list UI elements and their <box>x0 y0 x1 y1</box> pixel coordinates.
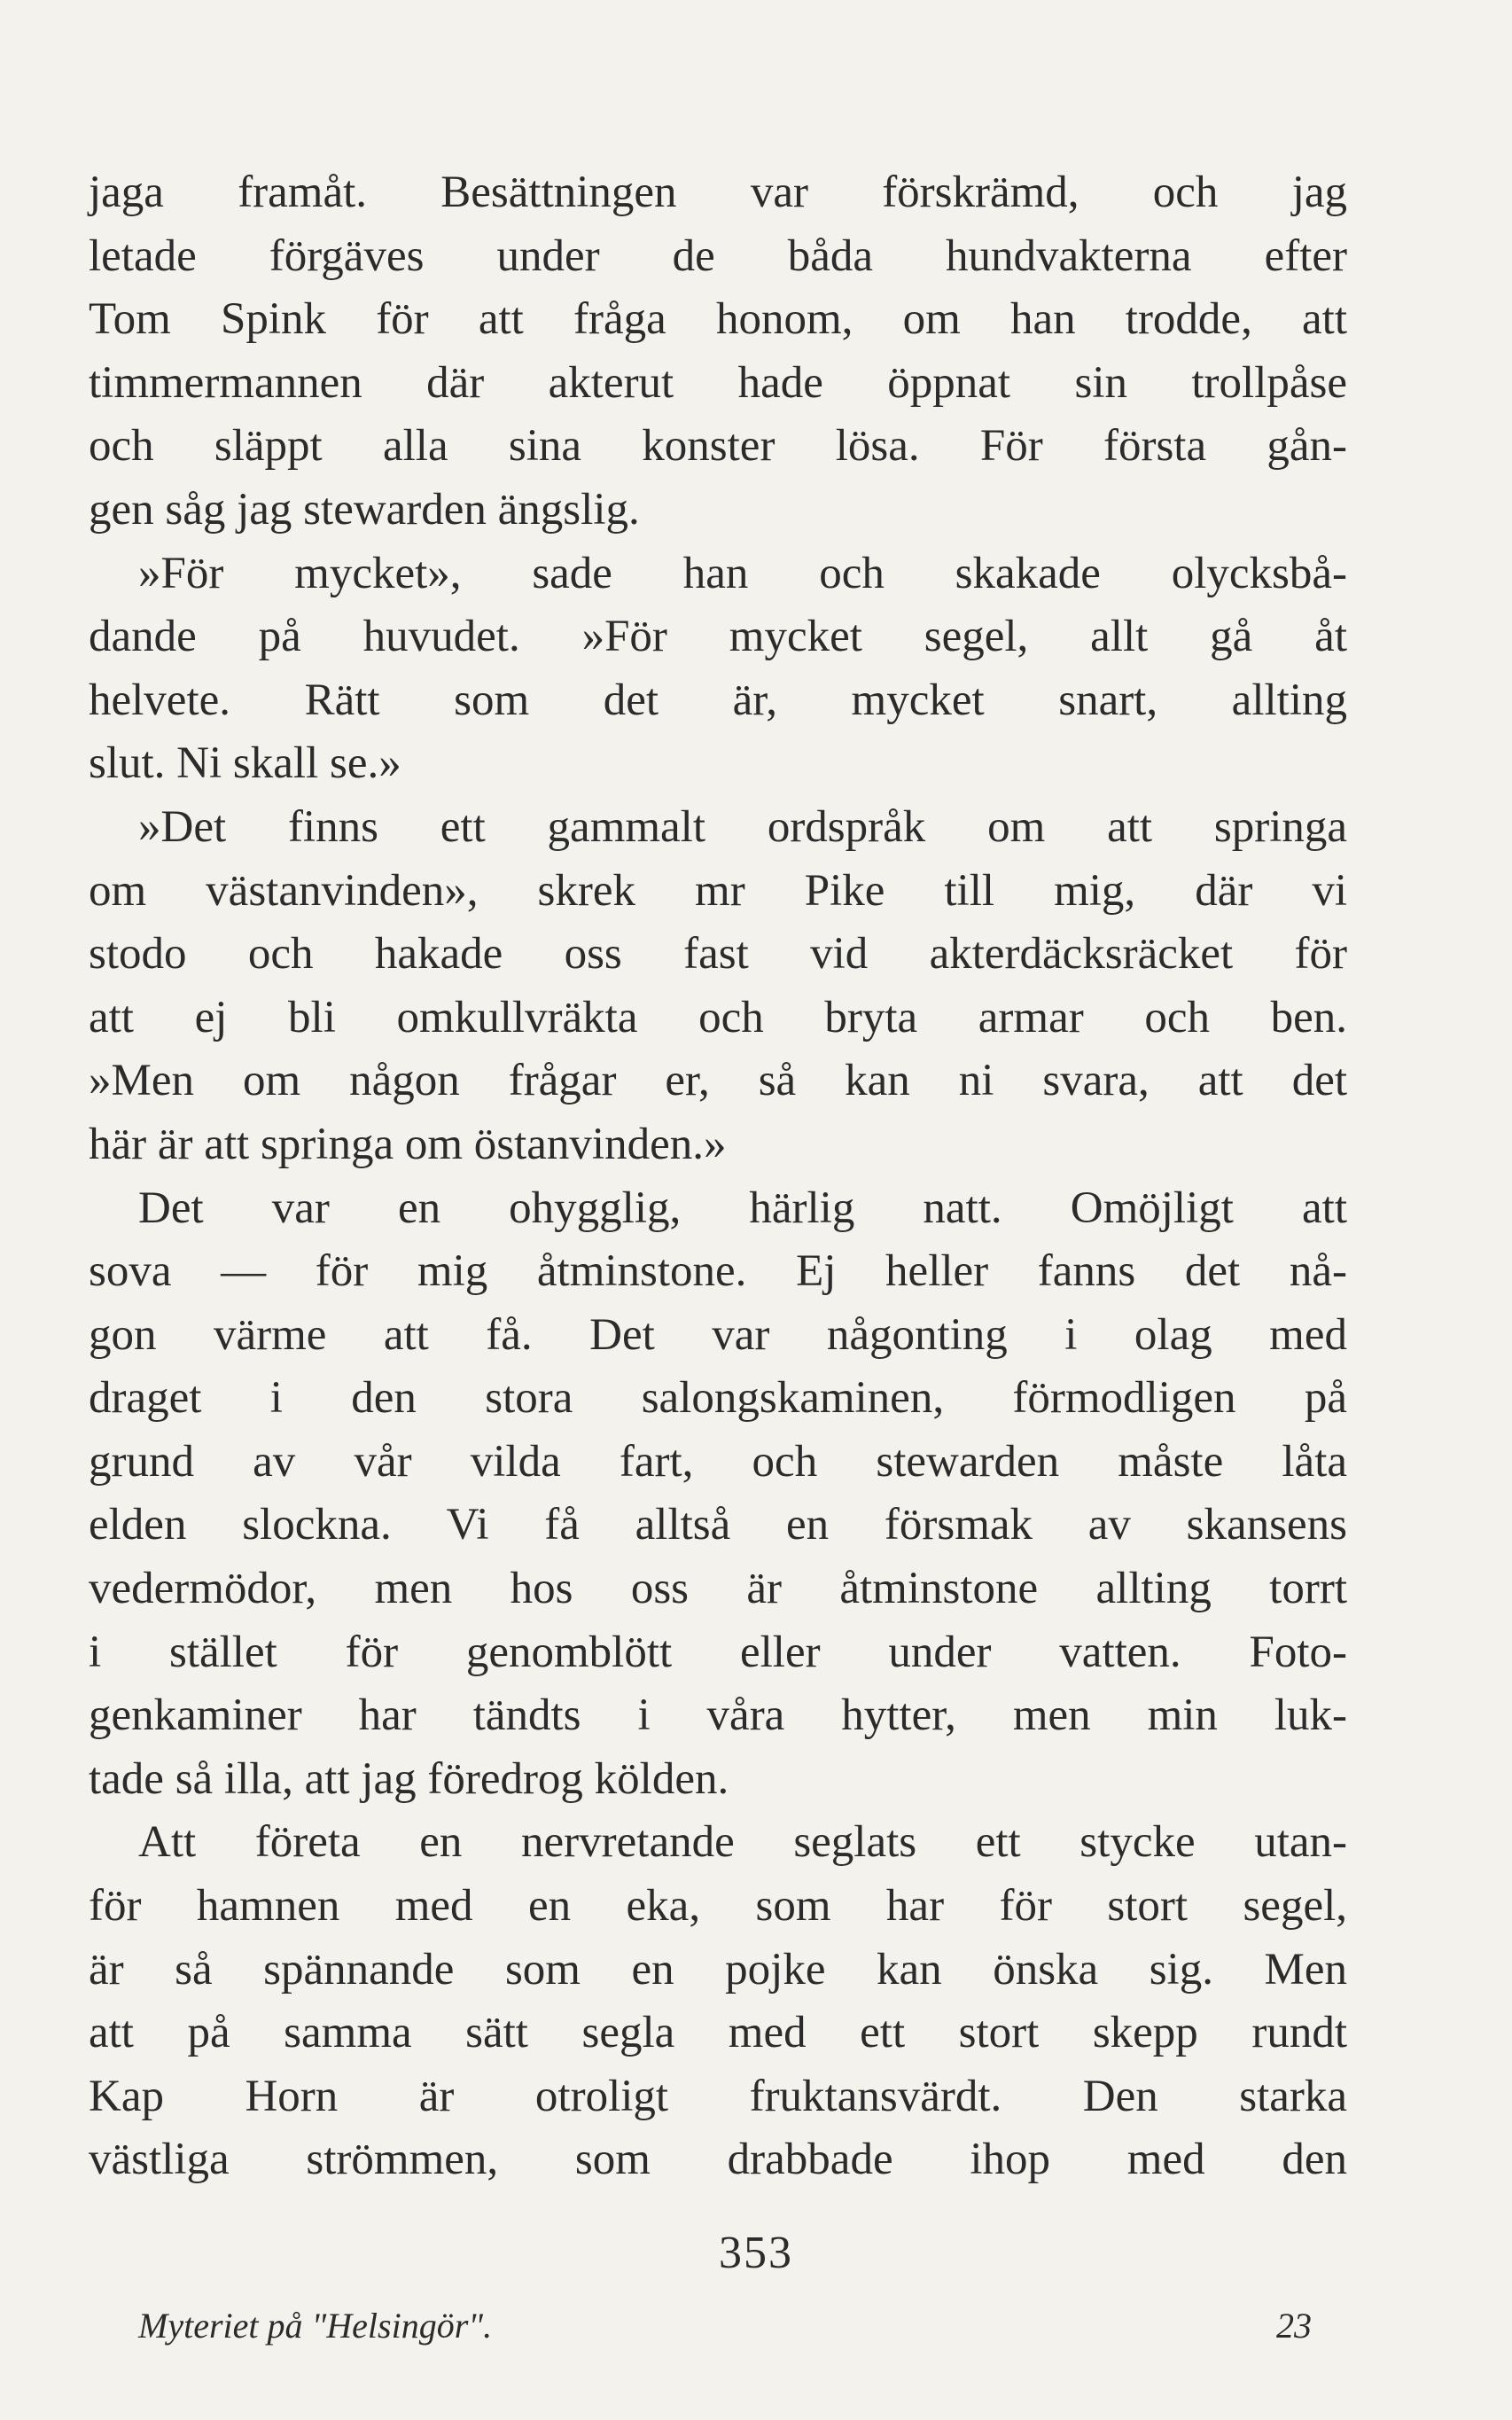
text-line: slut. Ni skall se.» <box>89 738 401 789</box>
text-line: grund av vår vilda fart, och stewarden måste låta <box>89 1436 1347 1487</box>
signature-mark: 23 <box>1276 2306 1312 2346</box>
text-line: är så spännande som en pojke kan önska sig. Men <box>89 1944 1347 1995</box>
footer-book-title: Myteriet på "Helsingör". <box>138 2306 493 2346</box>
text-line: att ej bli omkullvräkta och bryta armar och ben. <box>89 992 1347 1042</box>
text-line: för hamnen med en eka, som har för stort segel, <box>89 1881 1347 1932</box>
body-text <box>89 161 1347 2192</box>
text-line: tade så illa, att jag föredrog kölden. <box>89 1753 729 1804</box>
text-line: dande på huvudet. »För mycket segel, allt gå åt <box>89 612 1347 662</box>
text-line: gen såg jag stewarden ängslig. <box>89 484 640 535</box>
text-line: att på samma sätt segla med ett stort skepp rundt <box>89 2008 1347 2058</box>
text-line: stodo och hakade oss fast vid akterdäcksräcket för <box>89 929 1347 980</box>
page-number: 353 <box>719 2228 793 2278</box>
text-line: Tom Spink för att fråga honom, om han trodde, att <box>89 294 1347 345</box>
text-line: genkaminer har tändts i våra hytter, men min luk- <box>89 1690 1347 1741</box>
text-line: Kap Horn är otroligt fruktansvärdt. Den starka <box>89 2071 1347 2121</box>
text-line: sova — för mig åtminstone. Ej heller fanns det nå- <box>89 1246 1347 1297</box>
text-line: vedermödor, men hos oss är åtminstone allting torrt <box>89 1564 1347 1614</box>
text-line: »Det finns ett gammalt ordspråk om att springa <box>138 801 1347 852</box>
text-line: jaga framåt. Besättningen var förskrämd, och jag <box>89 168 1347 217</box>
text-line: draget i den stora salongskaminen, förmodligen på <box>89 1373 1347 1424</box>
text-line: »Men om någon frågar er, så kan ni svara, att det <box>89 1056 1347 1106</box>
text-line: och släppt alla sina konster lösa. För första gån- <box>89 421 1347 472</box>
text-line: timmermannen där akterut hade öppnat sin trollpåse <box>89 357 1347 408</box>
text-line: gon värme att få. Det var någonting i olag med <box>89 1309 1347 1360</box>
text-line: letade förgäves under de båda hundvakterna efter <box>89 230 1347 281</box>
text-line: elden slockna. Vi få alltså en försmak av skansens <box>89 1500 1347 1550</box>
text-line: helvete. Rätt som det är, mycket snart, allting <box>89 675 1347 725</box>
text-line: västliga strömmen, som drabbade ihop med den <box>89 2135 1347 2185</box>
text-line: »För mycket», sade han och skakade olycksbå- <box>138 548 1347 598</box>
text-line: om västanvinden», skrek mr Pike till mig, där vi <box>89 865 1347 916</box>
text-line: Det var en ohygglig, härlig natt. Omöjligt att <box>138 1183 1347 1233</box>
text-line: här är att springa om östanvinden.» <box>89 1119 727 1169</box>
text-line: i stället för genomblött eller under vatten. Foto- <box>89 1627 1347 1677</box>
text-line: Att företa en nervretande seglats ett stycke utan- <box>138 1817 1347 1868</box>
